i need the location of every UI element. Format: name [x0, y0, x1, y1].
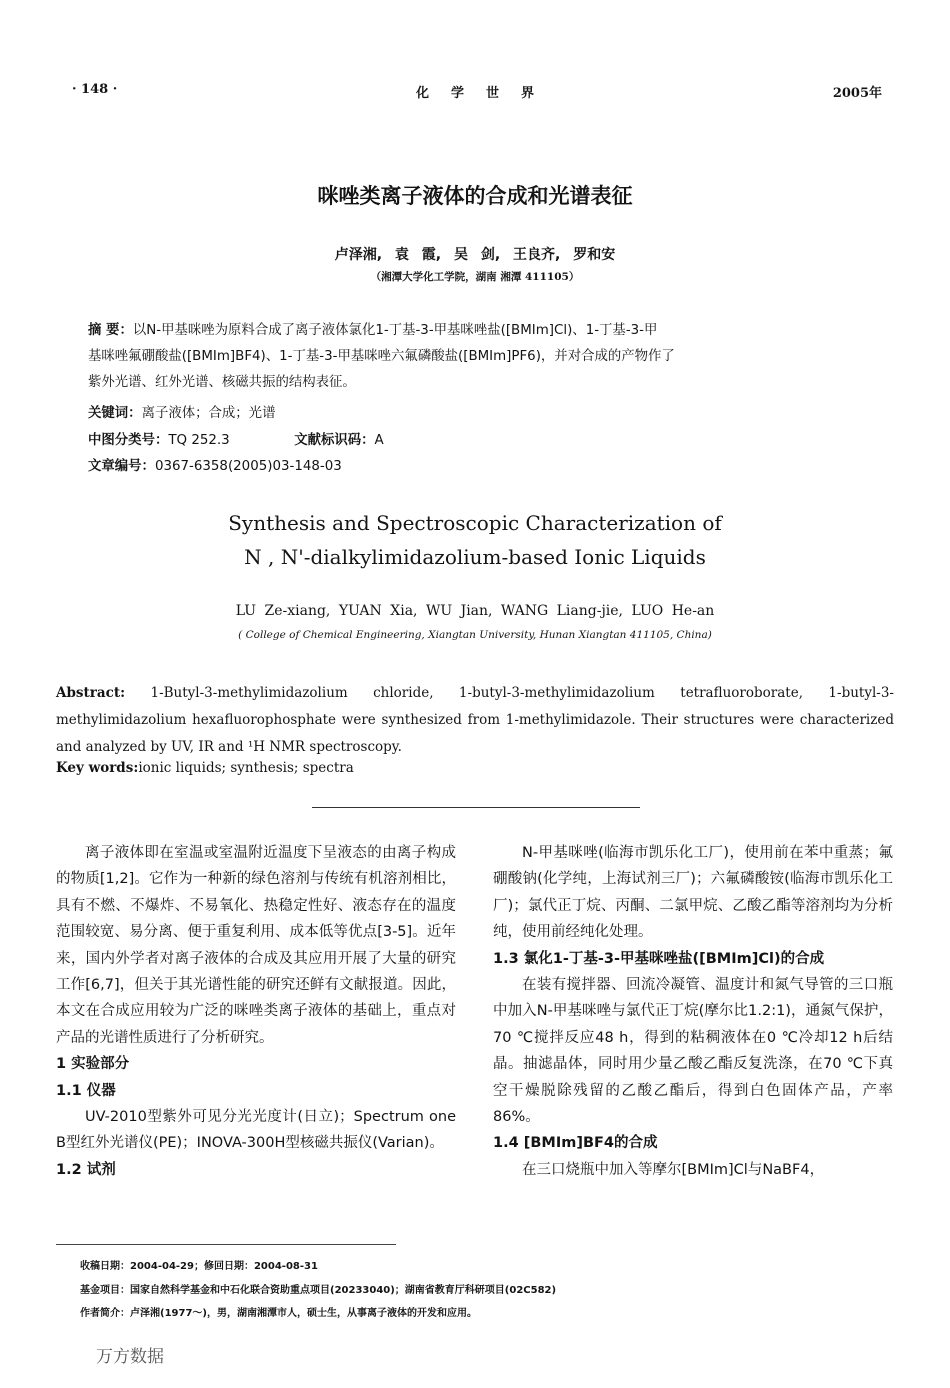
affiliation-english: ( College of Chemical Engineering, Xiangtan University, Hunan Xiangtan 411105, China): [238, 629, 712, 641]
body-right-column: [493, 840, 893, 1183]
body-left-column: [56, 840, 456, 1183]
database-watermark: 万方数据: [96, 1347, 164, 1367]
keywords-english: Key words:ionic liquids; synthesis; spectra: [56, 760, 354, 776]
article-number: 文章编号：0367-6358(2005)03-148-03: [88, 459, 342, 474]
section-1-2-heading: 1.2 试剂: [56, 1161, 116, 1178]
authors-chinese: 卢泽湘, 袁 霞, 吴 剑, 王良齐, 罗和安: [334, 247, 616, 263]
journal-name: 化学世界: [415, 86, 556, 101]
title-chinese: 咪唑类离子液体的合成和光谱表征: [317, 184, 633, 208]
abstract-english-label: Abstract:: [56, 685, 126, 701]
section-divider: [312, 807, 640, 808]
abstract-english-text: 1-Butyl-3-methylimidazolium chloride, 1-butyl-3-methylimidazolium tetrafluoroborate, 1-butyl-3-methylimidazolium hexafluorophosphate were synthesized from 1-methylimidazole. Their structures were characterized and analyzed by UV, IR and ¹H NMR spectroscopy.: [56, 685, 894, 755]
title-english-line-2: N , N'-dialkylimidazolium-based Ionic Liquids: [244, 545, 706, 569]
publication-year: 2005年: [832, 86, 882, 101]
instruments-paragraph: UV-2010型紫外可见分光光度计(日立)；Spectrum one B型红外光谱仪(PE)；INOVA-300H型核磁共振仪(Varian)。: [56, 1109, 456, 1152]
synthesis-bf4-paragraph: 在三口烧瓶中加入等摩尔[BMIm]Cl与NaBF4，: [522, 1161, 825, 1178]
abstract-english: [56, 680, 894, 761]
abstract-line-2: 基咪唑氟硼酸盐([BMIm]BF4)、1-丁基-3-甲基咪唑六氟磷酸盐([BMIm]PF6)，并对合成的产物作了: [88, 349, 675, 364]
abstract-label: 摘 要：: [88, 323, 133, 338]
synthesis-cl-paragraph: 在装有搅拌器、回流冷凝管、温度计和氮气导管的三口瓶中加入N-甲基咪唑与氯代正丁烷(摩尔比1.2:1)，通氮气保护，70 ℃搅拌反应48 h，得到的粘稠液体在0 ℃冷却12 h后结晶。抽滤晶体，同时用少量乙酸乙酯反复洗涤，在70 ℃下真空干燥脱除残留的乙酸乙酯后，得到白色固体产品，产率86%。: [493, 977, 893, 1126]
section-1-4-heading: 1.4 [BMIm]BF4的合成: [493, 1135, 658, 1152]
page-number: · 148 ·: [72, 82, 118, 97]
abstract-chinese: [88, 318, 878, 396]
footnote-divider: [56, 1244, 396, 1245]
affiliation-chinese: （湘潭大学化工学院，湖南 湘潭 411105）: [370, 271, 580, 283]
section-1-1-heading: 1.1 仪器: [56, 1082, 116, 1099]
keywords-chinese: 关键词：离子液体；合成；光谱: [88, 406, 276, 421]
intro-paragraph: 离子液体即在室温或室温附近温度下呈液态的由离子构成的物质[1,2]。它作为一种新的绿色溶剂与传统有机溶剂相比，具有不燃、不爆炸、不易氧化、热稳定性好、液态存在的温度范围较宽、易分离、便于重复利用、成本低等优点[3-5]。近年来，国内外学者对离子液体的合成及其应用开展了大量的研究工作[6,7]，但关于其光谱性能的研究还鲜有文献报道。因此，本文在合成应用较为广泛的咪唑类离子液体的基础上，重点对产品的光谱性质进行了分析研究。: [56, 845, 456, 1046]
abstract-line-3: 紫外光谱、红外光谱、核磁共振的结构表征。: [88, 375, 356, 390]
abstract-line-1: 摘 要：以N-甲基咪唑为原料合成了离子液体氯化1-丁基-3-甲基咪唑盐([BMIm]Cl)、1-丁基-3-甲: [88, 323, 658, 338]
footnote-received: 收稿日期：2004-04-29；修回日期：2004-08-31: [80, 1261, 318, 1272]
reagents-paragraph: N-甲基咪唑(临海市凯乐化工厂)，使用前在苯中重蒸；氟硼酸钠(化学纯，上海试剂三厂)；六氟磷酸铵(临海市凯乐化工厂)；氯代正丁烷、丙酮、二氯甲烷、乙酸乙酯等溶剂均为分析纯，使用前经纯化处理。: [493, 845, 893, 941]
section-1-heading: 1 实验部分: [56, 1056, 130, 1073]
footnote-author: 作者简介：卢泽湘(1977～)，男，湖南湘潭市人，硕士生，从事离子液体的开发和应用。: [80, 1308, 477, 1319]
authors-english: LU Ze-xiang, YUAN Xia, WU Jian, WANG Liang-jie, LUO He-an: [235, 603, 715, 619]
classification-line: 中图分类号：TQ 252.3 文献标识码：A: [88, 433, 384, 448]
footnote-fund: 基金项目：国家自然科学基金和中石化联合资助重点项目(20233040)；湖南省教育厅科研项目(02C582): [80, 1285, 557, 1296]
section-1-3-heading: 1.3 氯化1-丁基-3-甲基咪唑盐([BMIm]Cl)的合成: [493, 950, 825, 967]
title-english-line-1: Synthesis and Spectroscopic Characterization of: [228, 511, 722, 535]
